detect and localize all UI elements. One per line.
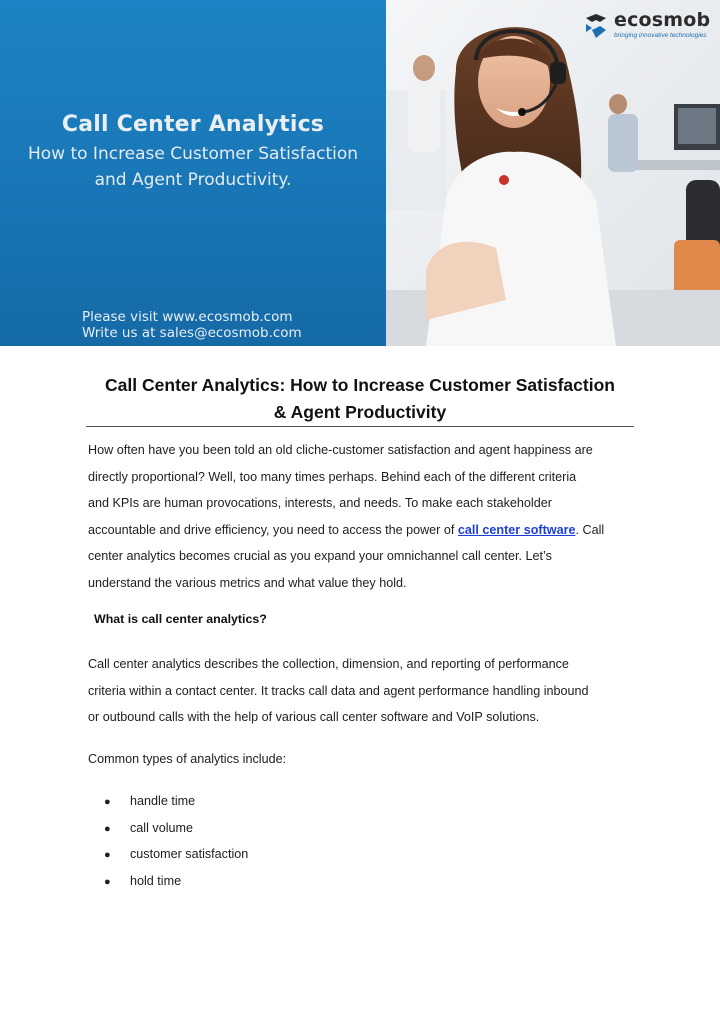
list-item-label: hold time xyxy=(130,873,182,888)
banner-email: Write us at sales@ecosmob.com xyxy=(82,325,302,341)
intro-line: and KPIs are human provocations, interests, and needs. To make each stakeholder xyxy=(88,496,552,511)
list-item xyxy=(104,868,248,895)
definition-line: Call center analytics describes the collection, dimension, and reporting of performance xyxy=(88,657,569,671)
intro-line: center analytics becomes crucial as you expand your omnichannel call center. Let’s xyxy=(88,549,552,564)
list-item xyxy=(104,841,248,868)
list-item-label: call volume xyxy=(130,820,193,835)
banner-blue-panel xyxy=(0,0,386,346)
logo-tagline: bringing innovative technologies xyxy=(614,32,707,39)
definition-line: or outbound calls with the help of various call center software and VoIP solutions. xyxy=(88,710,540,725)
banner-website: Please visit www.ecosmob.com xyxy=(82,309,293,325)
list-item xyxy=(104,788,248,815)
call-center-software-link[interactable]: call center software xyxy=(457,522,576,537)
analytics-types-list xyxy=(104,788,248,894)
bullet-icon: ● xyxy=(104,875,111,888)
section-heading: What is call center analytics? xyxy=(94,612,267,626)
types-intro-text: Common types of analytics include: xyxy=(88,752,287,766)
types-intro xyxy=(88,746,636,773)
ecosmob-logo-icon xyxy=(582,12,610,40)
title-divider xyxy=(86,426,634,427)
banner-title: Call Center Analytics xyxy=(61,112,325,137)
intro-line: understand the various metrics and what value they hold. xyxy=(88,575,407,590)
list-item-label: handle time xyxy=(130,794,196,808)
definition-line: criteria within a contact center. It tracks call data and agent performance handling inbound xyxy=(88,683,589,698)
list-item xyxy=(104,815,248,842)
ecosmob-logo xyxy=(582,9,712,42)
list-item-label: customer satisfaction xyxy=(130,847,249,862)
bullet-icon: ● xyxy=(104,849,111,862)
intro-text: . Call xyxy=(575,522,605,537)
intro-paragraph xyxy=(88,437,636,597)
article-title xyxy=(86,372,634,426)
article-title-line1: Call Center Analytics: How to Increase Customer Satisfaction xyxy=(105,375,615,395)
intro-line-with-link xyxy=(88,517,636,544)
intro-line: directly proportional? Well, too many times perhaps. Behind each of the different criteria xyxy=(88,469,577,484)
banner-subtitle-line2: and Agent Productivity. xyxy=(94,170,292,190)
bullet-icon: ● xyxy=(104,822,111,835)
intro-line: How often have you been told an old cliche-customer satisfaction and agent happiness are xyxy=(88,443,593,457)
agent-photo xyxy=(386,0,720,346)
logo-wordmark: ecosmob xyxy=(614,9,711,31)
definition-paragraph xyxy=(88,651,636,731)
banner-subtitle-line1: How to Increase Customer Satisfaction xyxy=(27,144,359,164)
bullet-icon: ● xyxy=(104,796,111,808)
hero-banner xyxy=(0,0,720,346)
intro-text: accountable and drive efficiency, you need to access the power of xyxy=(88,522,458,537)
article-title-line2: & Agent Productivity xyxy=(273,402,447,422)
